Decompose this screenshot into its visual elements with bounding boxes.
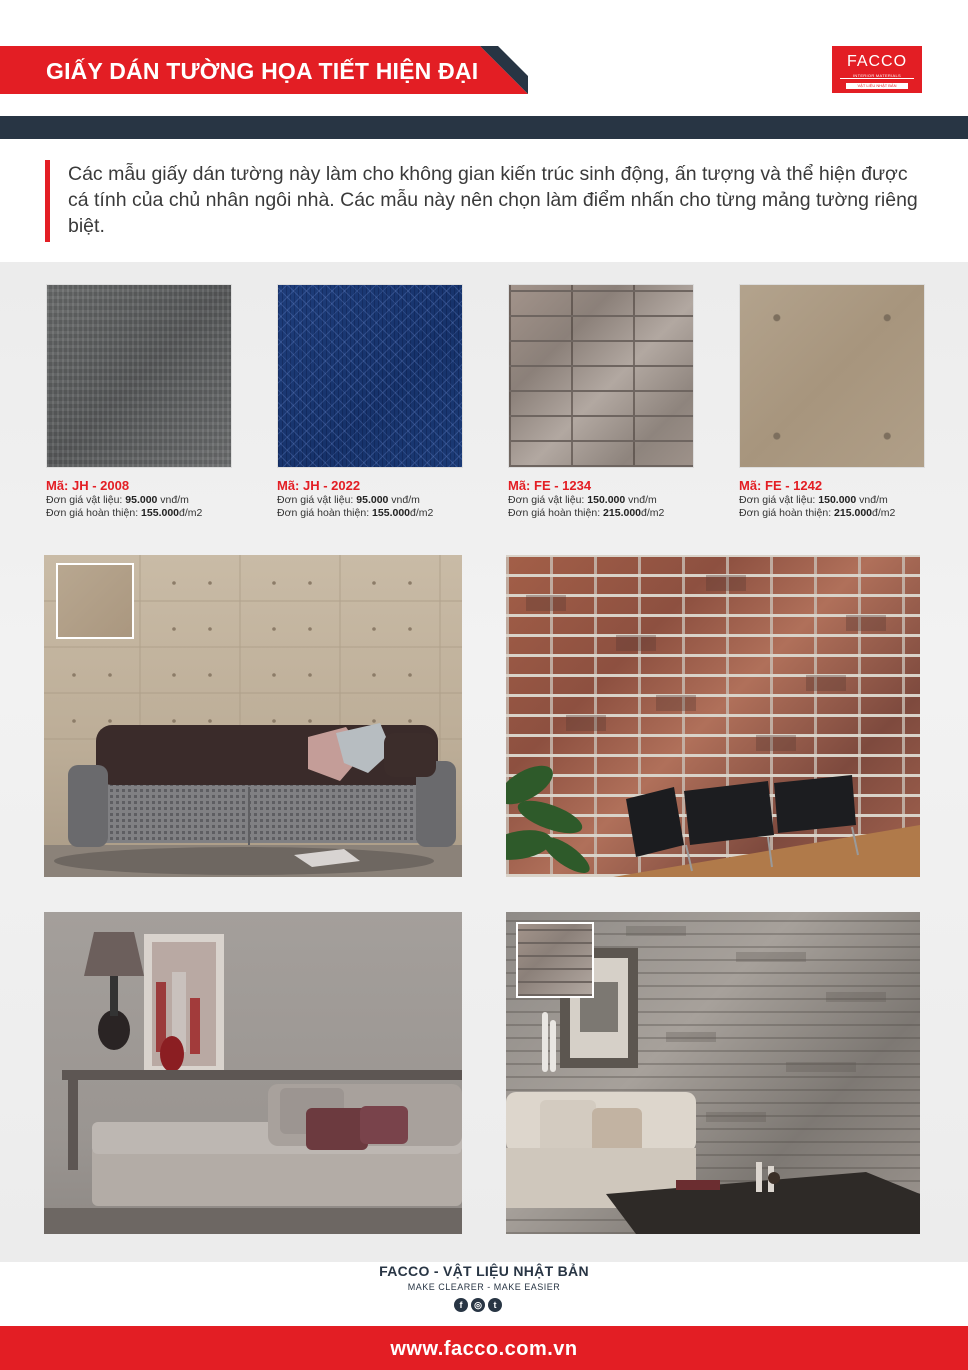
twitter-icon[interactable]: t [488, 1298, 502, 1312]
logo-subtitle: INTERIOR MATERIALS [853, 73, 901, 78]
product-info [739, 478, 959, 520]
logo-divider [840, 78, 914, 79]
room-photo-concrete-sofa [44, 555, 462, 877]
room-photo-stone-sofa [506, 912, 920, 1234]
swatch-jh-2008[interactable] [46, 284, 232, 468]
material-price-line: Đơn giá vật liệu: 150.000 vnđ/m [739, 494, 888, 506]
material-price-line: Đơn giá vật liệu: 95.000 vnđ/m [277, 494, 420, 506]
logo-wordmark: FACCO [846, 53, 908, 70]
finish-price: 155.000 [141, 507, 180, 519]
material-price: 95.000 [125, 494, 158, 506]
material-price: 150.000 [818, 494, 857, 506]
intro-accent-bar [45, 160, 50, 242]
finish-price: 155.000 [372, 507, 411, 519]
footer-slogan: MAKE CLEARER - MAKE EASIER [407, 1282, 561, 1292]
website-link[interactable]: www.facco.com.vn [390, 1338, 578, 1360]
intro-paragraph: Các mẫu giấy dán tường này làm cho không gian kiến trúc sinh động, ấn tượng và thể hiện được cá tính của chủ nhân ngôi nhà. Các mẫu này nên chọn làm điểm nhấn cho từng mảng tường riêng biệt. [68, 163, 918, 237]
footer-brand: FACCO - VẬT LIỆU NHẬT BẢN [379, 1263, 589, 1279]
swatch-inset-fe-1234 [516, 922, 594, 998]
product-code: Mã: JH - 2008 [46, 478, 130, 493]
navy-divider-band [0, 116, 968, 139]
room-photo-brick-chairs [506, 555, 920, 877]
material-price: 95.000 [356, 494, 389, 506]
product-code: Mã: FE - 1234 [508, 478, 592, 493]
product-code: Mã: FE - 1242 [739, 478, 823, 493]
swatch-jh-2022[interactable] [277, 284, 463, 468]
globe-icon[interactable]: ◎ [471, 1298, 485, 1312]
product-info [277, 478, 497, 520]
finish-price-line: Đơn giá hoàn thiện: 215.000đ/m2 [508, 507, 665, 519]
swatch-fe-1242[interactable] [739, 284, 925, 468]
finish-price: 215.000 [603, 507, 642, 519]
material-price-line: Đơn giá vật liệu: 95.000 vnđ/m [46, 494, 189, 506]
page-title: GIẤY DÁN TƯỜNG HỌA TIẾT HIỆN ĐẠI [46, 58, 479, 84]
swatch-inset-fe-1242 [56, 563, 134, 639]
product-info [508, 478, 728, 520]
product-info [46, 478, 266, 520]
finish-price: 215.000 [834, 507, 873, 519]
facco-logo[interactable] [832, 46, 922, 93]
swatch-fe-1234[interactable] [508, 284, 694, 468]
finish-price-line: Đơn giá hoàn thiện: 215.000đ/m2 [739, 507, 896, 519]
facebook-icon[interactable]: f [454, 1298, 468, 1312]
material-price-line: Đơn giá vật liệu: 150.000 vnđ/m [508, 494, 657, 506]
finish-price-line: Đơn giá hoàn thiện: 155.000đ/m2 [46, 507, 203, 519]
material-price: 150.000 [587, 494, 626, 506]
product-code: Mã: JH - 2022 [277, 478, 361, 493]
logo-tagline: VẬT LIỆU NHẬT BẢN [846, 83, 908, 89]
room-photo-gray-lamp [44, 912, 462, 1234]
social-links [454, 1298, 502, 1312]
finish-price-line: Đơn giá hoàn thiện: 155.000đ/m2 [277, 507, 434, 519]
